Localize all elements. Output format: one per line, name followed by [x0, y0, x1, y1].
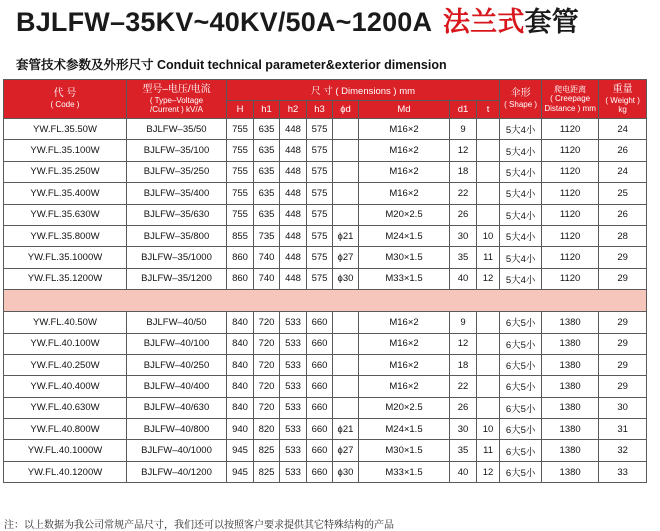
cell-h1: 740: [254, 268, 280, 289]
cell-h3: 660: [307, 397, 333, 418]
cell-h3: 660: [307, 312, 333, 333]
cell-t: 11: [477, 247, 500, 268]
cell-weight: 29: [599, 333, 647, 354]
cell-weight: 29: [599, 312, 647, 333]
cell-t: [477, 161, 500, 182]
cell-t: [477, 204, 500, 225]
cell-shape: 5大4小: [500, 119, 542, 140]
cell-phid: ϕ27: [333, 247, 359, 268]
cell-H: 755: [227, 161, 254, 182]
cell-type: BJLFW–35/100: [127, 140, 227, 161]
cell-d1: 9: [450, 119, 477, 140]
cell-H: 840: [227, 397, 254, 418]
cell-shape: 6大5小: [500, 354, 542, 375]
cell-h3: 575: [307, 225, 333, 246]
cell-creepage: 1120: [542, 119, 599, 140]
cell-code: YW.FL.40.400W: [4, 376, 127, 397]
header-dim-h3: h3: [307, 101, 333, 119]
table-row: [4, 419, 647, 440]
cell-h2: 448: [280, 247, 307, 268]
header-type: 型号–电压/电流 ( Type–Voltage /Current ) kV/A: [127, 80, 227, 119]
cell-h2: 448: [280, 183, 307, 204]
cell-h1: 635: [254, 140, 280, 161]
cell-shape: 6大5小: [500, 333, 542, 354]
cell-shape: 6大5小: [500, 440, 542, 461]
cell-h3: 575: [307, 204, 333, 225]
cell-d1: 30: [450, 419, 477, 440]
cell-weight: 31: [599, 419, 647, 440]
cell-h1: 825: [254, 440, 280, 461]
page-title: [16, 4, 579, 40]
cell-h1: 740: [254, 247, 280, 268]
cell-code: YW.FL.40.1000W: [4, 440, 127, 461]
cell-phid: ϕ21: [333, 225, 359, 246]
cell-t: [477, 376, 500, 397]
cell-h1: 825: [254, 461, 280, 482]
cell-creepage: 1380: [542, 312, 599, 333]
cell-Md: M24×1.5: [359, 419, 450, 440]
header-dim-h2: h2: [280, 101, 307, 119]
cell-weight: 29: [599, 354, 647, 375]
cell-code: YW.FL.40.100W: [4, 333, 127, 354]
cell-h2: 533: [280, 419, 307, 440]
cell-phid: [333, 161, 359, 182]
table-row: [4, 247, 647, 268]
cell-d1: 40: [450, 461, 477, 482]
cell-h3: 575: [307, 183, 333, 204]
cell-type: BJLFW–35/1000: [127, 247, 227, 268]
cell-code: YW.FL.35.1000W: [4, 247, 127, 268]
cell-t: 12: [477, 268, 500, 289]
cell-creepage: 1120: [542, 268, 599, 289]
cell-d1: 40: [450, 268, 477, 289]
cell-creepage: 1380: [542, 354, 599, 375]
cell-d1: 12: [450, 333, 477, 354]
cell-h3: 660: [307, 419, 333, 440]
cell-H: 860: [227, 268, 254, 289]
cell-type: BJLFW–35/630: [127, 204, 227, 225]
cell-phid: [333, 119, 359, 140]
cell-h2: 533: [280, 376, 307, 397]
cell-t: 11: [477, 440, 500, 461]
cell-weight: 28: [599, 225, 647, 246]
table-body: [4, 119, 647, 483]
cell-h3: 575: [307, 140, 333, 161]
cell-Md: M16×2: [359, 354, 450, 375]
cell-t: 10: [477, 225, 500, 246]
cell-shape: 5大4小: [500, 183, 542, 204]
cell-d1: 35: [450, 440, 477, 461]
cell-Md: M24×1.5: [359, 225, 450, 246]
table-row: [4, 312, 647, 333]
header-dim-h1: h1: [254, 101, 280, 119]
table-row: [4, 440, 647, 461]
cell-d1: 22: [450, 376, 477, 397]
cell-d1: 9: [450, 312, 477, 333]
cell-code: YW.FL.35.100W: [4, 140, 127, 161]
cell-phid: [333, 354, 359, 375]
cell-H: 945: [227, 461, 254, 482]
cell-phid: [333, 397, 359, 418]
cell-h1: 635: [254, 204, 280, 225]
cell-d1: 12: [450, 140, 477, 161]
cell-shape: 5大4小: [500, 247, 542, 268]
cell-H: 755: [227, 204, 254, 225]
cell-d1: 26: [450, 397, 477, 418]
title-main: BJLFW–35KV~40KV/50A~1200A: [16, 7, 439, 37]
cell-weight: 24: [599, 161, 647, 182]
cell-Md: M30×1.5: [359, 247, 450, 268]
cell-H: 840: [227, 333, 254, 354]
cell-type: BJLFW–40/1200: [127, 461, 227, 482]
cell-code: YW.FL.35.400W: [4, 183, 127, 204]
cell-creepage: 1120: [542, 225, 599, 246]
cell-h2: 448: [280, 225, 307, 246]
cell-h2: 448: [280, 140, 307, 161]
table-subtitle: 套管技术参数及外形尺寸 Conduit technical parameter&exterior dimension: [16, 58, 447, 72]
cell-phid: [333, 204, 359, 225]
cell-t: [477, 333, 500, 354]
cell-shape: 6大5小: [500, 461, 542, 482]
cell-phid: [333, 183, 359, 204]
cell-h1: 635: [254, 161, 280, 182]
cell-h2: 533: [280, 397, 307, 418]
table-row: [4, 183, 647, 204]
cell-Md: M16×2: [359, 333, 450, 354]
cell-h1: 720: [254, 333, 280, 354]
cell-weight: 32: [599, 440, 647, 461]
cell-type: BJLFW–40/100: [127, 333, 227, 354]
cell-creepage: 1380: [542, 376, 599, 397]
table-row: [4, 354, 647, 375]
cell-type: BJLFW–35/250: [127, 161, 227, 182]
header-creepage: 爬电距离 ( Creepage Distance ) mm: [542, 80, 599, 119]
cell-creepage: 1120: [542, 204, 599, 225]
cell-Md: M16×2: [359, 183, 450, 204]
cell-h2: 448: [280, 268, 307, 289]
cell-Md: M16×2: [359, 312, 450, 333]
cell-H: 940: [227, 419, 254, 440]
cell-t: 10: [477, 419, 500, 440]
cell-H: 840: [227, 376, 254, 397]
cell-code: YW.FL.35.1200W: [4, 268, 127, 289]
cell-h1: 735: [254, 225, 280, 246]
cell-t: [477, 354, 500, 375]
cell-h2: 533: [280, 354, 307, 375]
cell-shape: 6大5小: [500, 376, 542, 397]
cell-h1: 635: [254, 183, 280, 204]
cell-phid: ϕ27: [333, 440, 359, 461]
cell-t: [477, 312, 500, 333]
cell-code: YW.FL.35.630W: [4, 204, 127, 225]
cell-code: YW.FL.40.800W: [4, 419, 127, 440]
cell-H: 755: [227, 183, 254, 204]
cell-type: BJLFW–40/800: [127, 419, 227, 440]
cell-Md: M16×2: [359, 119, 450, 140]
cell-Md: M33×1.5: [359, 461, 450, 482]
title-red-part: 法兰式: [442, 7, 525, 37]
cell-H: 860: [227, 247, 254, 268]
header-weight: 重量 ( Weight ) kg: [599, 80, 647, 119]
table-row: [4, 376, 647, 397]
cell-h3: 660: [307, 461, 333, 482]
cell-h1: 720: [254, 397, 280, 418]
cell-H: 755: [227, 140, 254, 161]
cell-Md: M16×2: [359, 161, 450, 182]
cell-creepage: 1380: [542, 419, 599, 440]
cell-weight: 24: [599, 119, 647, 140]
cell-type: BJLFW–35/400: [127, 183, 227, 204]
cell-creepage: 1380: [542, 397, 599, 418]
cell-creepage: 1380: [542, 333, 599, 354]
cell-phid: [333, 376, 359, 397]
cell-type: BJLFW–35/1200: [127, 268, 227, 289]
cell-creepage: 1380: [542, 461, 599, 482]
cell-h1: 820: [254, 419, 280, 440]
group-separator-cell: [4, 290, 647, 312]
cell-t: 12: [477, 461, 500, 482]
cell-phid: [333, 140, 359, 161]
cell-d1: 22: [450, 183, 477, 204]
cell-type: BJLFW–35/800: [127, 225, 227, 246]
cell-h1: 720: [254, 376, 280, 397]
cell-code: YW.FL.40.1200W: [4, 461, 127, 482]
cell-h2: 448: [280, 204, 307, 225]
cell-shape: 5大4小: [500, 268, 542, 289]
cell-type: BJLFW–40/250: [127, 354, 227, 375]
cell-H: 945: [227, 440, 254, 461]
table-row: [4, 140, 647, 161]
header-dimensions: 尺 寸 ( Dimensions ) mm: [227, 80, 500, 101]
cell-shape: 5大4小: [500, 225, 542, 246]
cell-weight: 26: [599, 204, 647, 225]
cell-d1: 35: [450, 247, 477, 268]
cell-code: YW.FL.40.250W: [4, 354, 127, 375]
cell-weight: 25: [599, 183, 647, 204]
cell-h1: 720: [254, 354, 280, 375]
cell-weight: 26: [599, 140, 647, 161]
footnote: 注：以上数据为我公司常规产品尺寸，我们还可以按照客户要求提供其它特殊结构的产品: [4, 520, 394, 531]
cell-H: 840: [227, 354, 254, 375]
cell-weight: 30: [599, 397, 647, 418]
cell-Md: M16×2: [359, 376, 450, 397]
header-dim-H: H: [227, 101, 254, 119]
cell-weight: 29: [599, 268, 647, 289]
cell-creepage: 1380: [542, 440, 599, 461]
cell-Md: M16×2: [359, 140, 450, 161]
cell-weight: 29: [599, 376, 647, 397]
cell-d1: 30: [450, 225, 477, 246]
cell-H: 840: [227, 312, 254, 333]
cell-h1: 720: [254, 312, 280, 333]
header-dim-d1: d1: [450, 101, 477, 119]
cell-code: YW.FL.35.50W: [4, 119, 127, 140]
cell-shape: 5大4小: [500, 140, 542, 161]
cell-h1: 635: [254, 119, 280, 140]
cell-h2: 448: [280, 119, 307, 140]
cell-type: BJLFW–40/630: [127, 397, 227, 418]
cell-phid: [333, 312, 359, 333]
cell-d1: 18: [450, 161, 477, 182]
cell-type: BJLFW–40/50: [127, 312, 227, 333]
cell-shape: 6大5小: [500, 397, 542, 418]
cell-h3: 575: [307, 268, 333, 289]
cell-h3: 575: [307, 161, 333, 182]
cell-h2: 533: [280, 333, 307, 354]
cell-phid: [333, 333, 359, 354]
cell-phid: ϕ21: [333, 419, 359, 440]
header-code: 代 号 ( Code ): [4, 80, 127, 119]
cell-code: YW.FL.40.50W: [4, 312, 127, 333]
cell-code: YW.FL.40.630W: [4, 397, 127, 418]
cell-type: BJLFW–35/50: [127, 119, 227, 140]
cell-h3: 575: [307, 247, 333, 268]
cell-d1: 18: [450, 354, 477, 375]
header-shape: 伞形 ( Shape ): [500, 80, 542, 119]
table-row: [4, 119, 647, 140]
title-suffix: 套管: [524, 7, 579, 37]
cell-h3: 660: [307, 333, 333, 354]
table-row: [4, 333, 647, 354]
cell-creepage: 1120: [542, 140, 599, 161]
table-row: [4, 225, 647, 246]
spec-table: [3, 79, 647, 483]
table-row: [4, 461, 647, 482]
cell-h2: 533: [280, 312, 307, 333]
cell-d1: 26: [450, 204, 477, 225]
cell-phid: ϕ30: [333, 461, 359, 482]
table-row: [4, 161, 647, 182]
cell-shape: 6大5小: [500, 312, 542, 333]
cell-h3: 660: [307, 376, 333, 397]
cell-code: YW.FL.35.250W: [4, 161, 127, 182]
cell-type: BJLFW–40/1000: [127, 440, 227, 461]
cell-Md: M20×2.5: [359, 204, 450, 225]
header-dim-Md: Md: [359, 101, 450, 119]
cell-t: [477, 183, 500, 204]
cell-t: [477, 119, 500, 140]
cell-creepage: 1120: [542, 161, 599, 182]
cell-t: [477, 140, 500, 161]
cell-H: 755: [227, 119, 254, 140]
group-separator-row: [4, 290, 647, 312]
table-row: [4, 204, 647, 225]
cell-shape: 6大5小: [500, 419, 542, 440]
table-row: [4, 397, 647, 418]
cell-phid: ϕ30: [333, 268, 359, 289]
cell-H: 855: [227, 225, 254, 246]
cell-shape: 5大4小: [500, 204, 542, 225]
cell-h3: 660: [307, 440, 333, 461]
cell-h2: 533: [280, 461, 307, 482]
cell-weight: 29: [599, 247, 647, 268]
cell-Md: M33×1.5: [359, 268, 450, 289]
header-dim-phid: ϕd: [333, 101, 359, 119]
header-dim-t: t: [477, 101, 500, 119]
cell-creepage: 1120: [542, 247, 599, 268]
table-row: [4, 268, 647, 289]
cell-h2: 533: [280, 440, 307, 461]
cell-h3: 575: [307, 119, 333, 140]
cell-weight: 33: [599, 461, 647, 482]
cell-h3: 660: [307, 354, 333, 375]
table-header: [4, 80, 647, 119]
cell-t: [477, 397, 500, 418]
cell-h2: 448: [280, 161, 307, 182]
cell-type: BJLFW–40/400: [127, 376, 227, 397]
cell-code: YW.FL.35.800W: [4, 225, 127, 246]
cell-Md: M20×2.5: [359, 397, 450, 418]
cell-creepage: 1120: [542, 183, 599, 204]
cell-shape: 5大4小: [500, 161, 542, 182]
cell-Md: M30×1.5: [359, 440, 450, 461]
